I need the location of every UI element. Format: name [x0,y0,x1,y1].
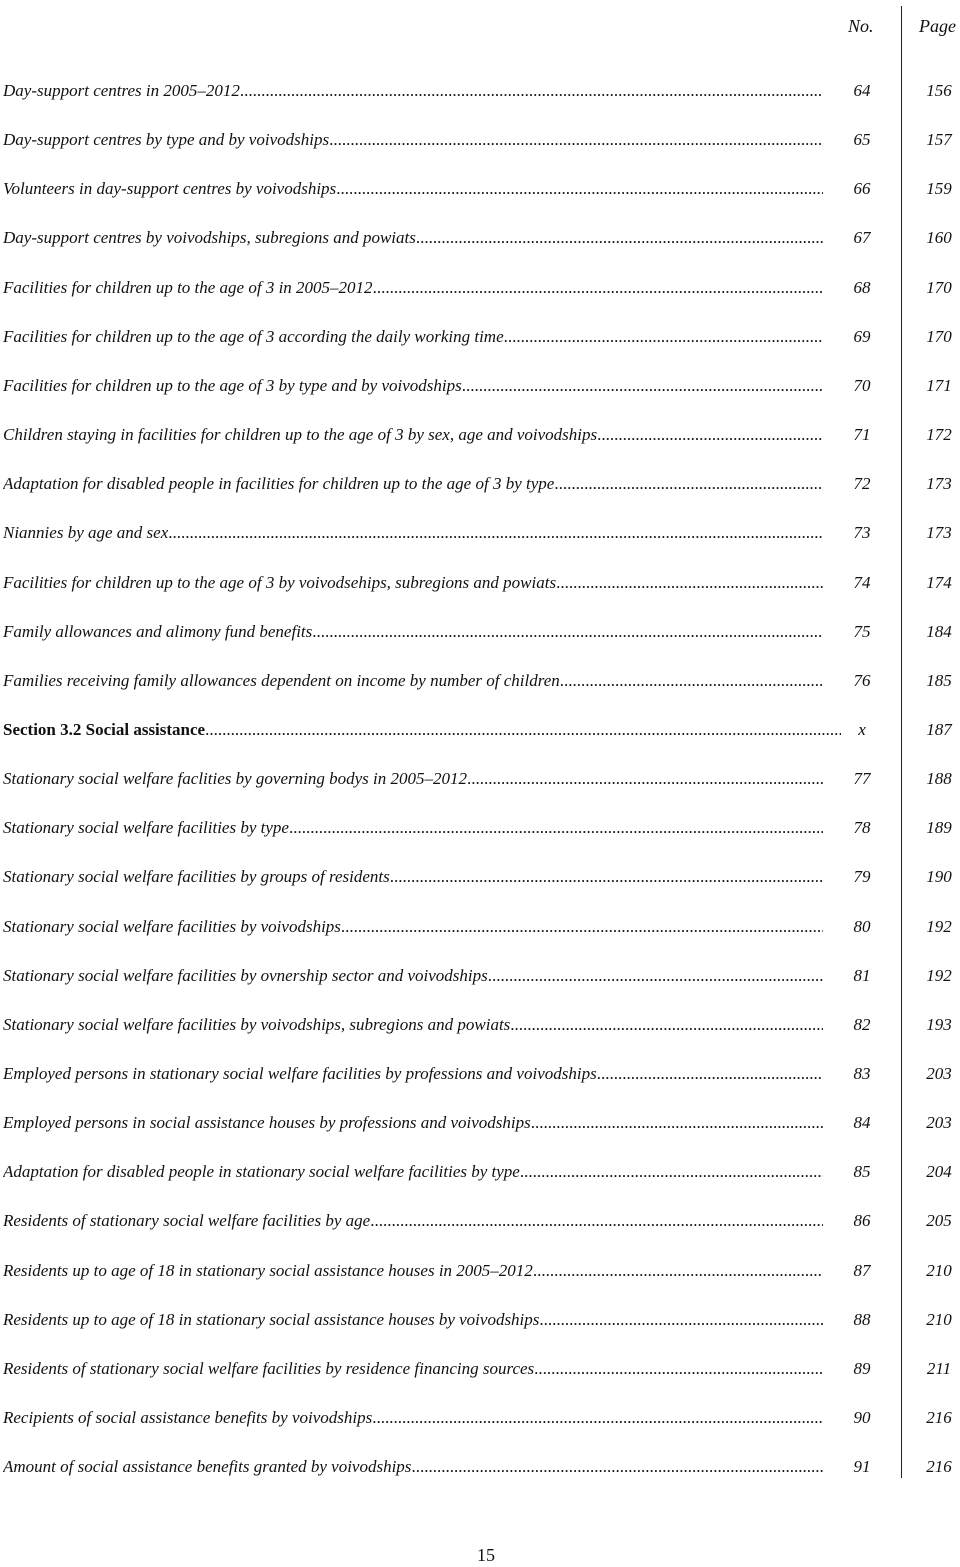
entry-title: Employed persons in stationary social welfare facilities by professions and voivodships ..... [3,1062,823,1086]
section-heading-row [0,718,960,742]
entry-page: 216 [926,1408,952,1427]
toc-entry-row [0,669,960,693]
entry-number: 75 [853,622,871,641]
entry-title: Adaptation for disabled people in facilities for children up to the age of 3 by type ..... [3,472,823,496]
entry-title: Volunteers in day-support centres by voivodships ..... [3,177,823,201]
entry-number: 90 [853,1408,871,1427]
section-title: Section 3.2 Social assistance ..... [3,718,841,742]
toc-entry-row [0,1013,960,1037]
entry-page: 189 [926,818,952,837]
toc-entry-row [0,571,960,595]
entry-number: 80 [853,917,871,936]
entry-number: 68 [853,278,871,297]
entry-page: 174 [926,573,952,592]
entry-number: 74 [853,573,871,592]
entry-page: 156 [926,81,952,100]
entry-title: Facilities for children up to the age of 3 according the daily working time ..... [3,325,823,349]
toc-entry-row [0,1209,960,1233]
entry-page: 205 [926,1211,952,1230]
entry-title: Facilities for children up to the age of 3 by type and by voivodships ..... [3,374,823,398]
entry-number: 66 [853,179,871,198]
toc-entry-row [0,1406,960,1430]
entry-page: 193 [926,1015,952,1034]
entry-title: Adaptation for disabled people in stationary social welfare facilities by type ..... [3,1160,823,1184]
column-header-page: Page [919,16,956,36]
entry-title: Niannies by age and sex ..... [3,521,823,545]
toc-entry-row [0,226,960,250]
entry-page: 170 [926,327,952,346]
entry-number: 67 [853,228,871,247]
entry-page: 192 [926,966,952,985]
entry-number: 73 [853,523,871,542]
entry-page: 173 [926,523,952,542]
page-number: 15 [477,1545,495,1565]
entry-title: Residents of stationary social welfare facilities by age ..... [3,1209,823,1233]
toc-entry-row [0,472,960,496]
entry-title: Amount of social assistance benefits granted by voivodships ..... [3,1455,823,1479]
entry-title: Day-support centres by voivodships, subregions and powiats ..... [3,226,823,250]
entry-title: Residents of stationary social welfare facilities by residence financing sources ..... [3,1357,823,1381]
entry-number: 71 [853,425,871,444]
entry-title: Stationary social welfare facilities by groups of residents ..... [3,865,823,889]
entry-number: 76 [853,671,871,690]
toc-entry-row [0,620,960,644]
entry-title: Day-support centres by type and by voivodships ..... [3,128,823,152]
entry-page: 171 [926,376,952,395]
entry-page: 172 [926,425,952,444]
entry-page: 157 [926,130,952,149]
entry-page: 210 [926,1310,952,1329]
entry-title: Stationary social welfare facilities by ovnership sector and voivodships ..... [3,964,823,988]
column-header-no: No. [848,16,874,36]
toc-entry-row [0,1308,960,1332]
entry-number: 72 [853,474,871,493]
entry-page: 188 [926,769,952,788]
entry-title: Residents up to age of 18 in stationary social assistance houses by voivodships ..... [3,1308,823,1332]
toc-entry-row [0,1062,960,1086]
entry-title: Stationary social welfare faclities by governing bodys in 2005–2012 ..... [3,767,823,791]
entry-number: 82 [853,1015,871,1034]
entry-page: 190 [926,867,952,886]
entry-page: 216 [926,1457,952,1476]
toc-entry-row [0,374,960,398]
entry-number: 91 [853,1457,871,1476]
entry-title: Residents up to age of 18 in stationary social assistance houses in 2005–2012 ..... [3,1259,823,1283]
entry-number: 69 [853,327,871,346]
entry-number: 65 [853,130,871,149]
entry-page: 192 [926,917,952,936]
entry-page: 210 [926,1261,952,1280]
entry-title: Recipients of social assistance benefits by voivodships ..... [3,1406,823,1430]
toc-entry-row [0,816,960,840]
entry-title: Stationary social welfare facilities by voivodships ..... [3,915,823,939]
entry-page: 211 [926,1359,952,1378]
entry-number: x [858,720,866,739]
entry-number: 85 [853,1162,871,1181]
entry-number: 70 [853,376,871,395]
entry-number: 88 [853,1310,871,1329]
entry-title: Day-support centres in 2005–2012 ..... [3,79,823,103]
entry-page: 173 [926,474,952,493]
toc-entry-row [0,1259,960,1283]
toc-entry-row [0,1111,960,1135]
toc-entry-row [0,521,960,545]
entry-page: 185 [926,671,952,690]
entry-number: 64 [853,81,871,100]
entry-page: 204 [926,1162,952,1181]
entry-number: 79 [853,867,871,886]
entry-title: Employed persons in social assistance houses by professions and voivodships ..... [3,1111,823,1135]
entry-title: Facilities for children up to the age of 3 by voivodsehips, subregions and powiats ..... [3,571,823,595]
entry-number: 77 [853,769,871,788]
entry-page: 170 [926,278,952,297]
entry-title: Children staying in facilities for children up to the age of 3 by sex, age and voivodships ..... [3,423,823,447]
entry-number: 81 [853,966,871,985]
toc-entry-row [0,915,960,939]
toc-entry-row [0,767,960,791]
toc-entry-row [0,128,960,152]
toc-entry-row [0,964,960,988]
toc-entry-row [0,325,960,349]
entry-title: Families receiving family allowances dependent on income by number of children ..... [3,669,823,693]
toc-entry-row [0,1455,960,1479]
entry-page: 160 [926,228,952,247]
entry-number: 87 [853,1261,871,1280]
entry-page: 184 [926,622,952,641]
toc-entry-row [0,1160,960,1184]
toc-entry-row [0,276,960,300]
entry-title: Stationary social welfare facilities by type ..... [3,816,823,840]
entry-title: Stationary social welfare facilities by voivodships, subregions and powiats ..... [3,1013,823,1037]
entry-page: 187 [926,720,952,739]
toc-entry-row [0,865,960,889]
entry-number: 78 [853,818,871,837]
entry-title: Facilities for children up to the age of 3 in 2005–2012 ..... [3,276,823,300]
entry-number: 84 [853,1113,871,1132]
entry-page: 159 [926,179,952,198]
toc-entry-row [0,177,960,201]
toc-entry-row [0,423,960,447]
entry-page: 203 [926,1064,952,1083]
entry-number: 83 [853,1064,871,1083]
entry-number: 89 [853,1359,871,1378]
entry-number: 86 [853,1211,871,1230]
entry-page: 203 [926,1113,952,1132]
toc-entry-row [0,79,960,103]
toc-entry-row [0,1357,960,1381]
entry-title: Family allowances and alimony fund benefits ..... [3,620,823,644]
